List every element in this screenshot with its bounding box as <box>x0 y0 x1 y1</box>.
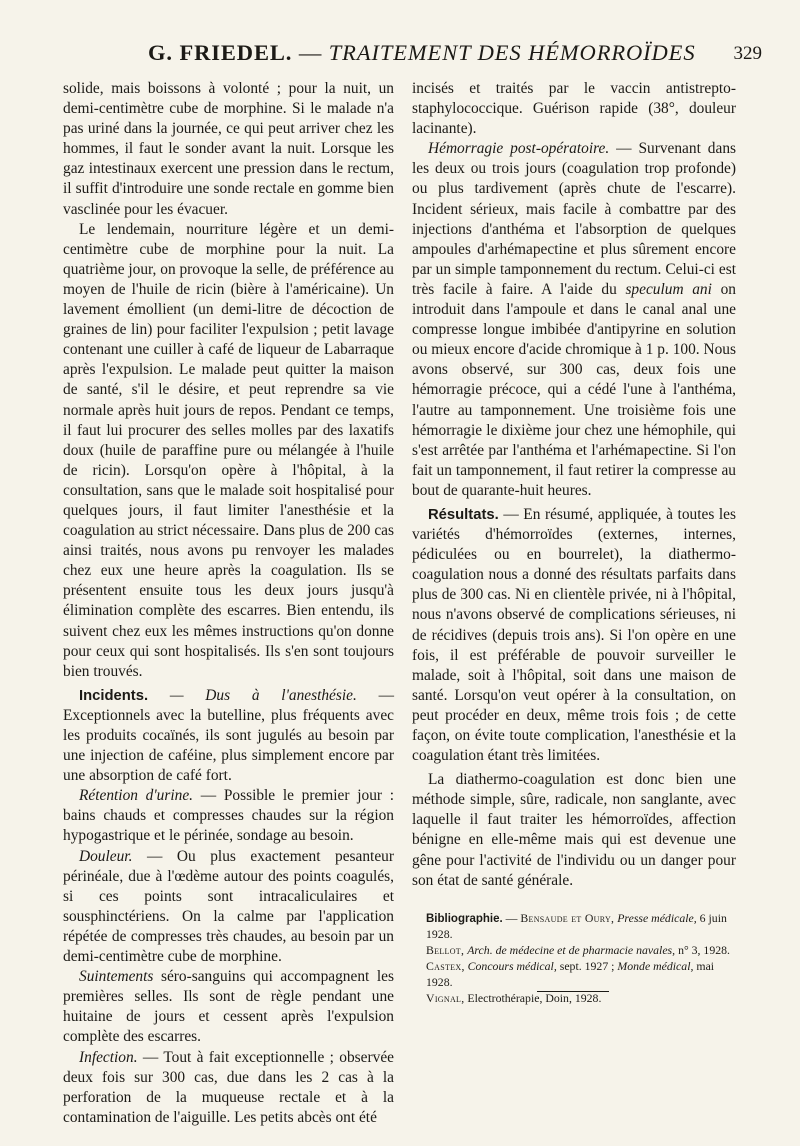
paragraph-hemorragie <box>412 139 736 501</box>
bibliography-entry <box>412 991 736 1006</box>
paragraph-infection <box>63 1048 394 1128</box>
bibliography-dash: — <box>505 910 518 925</box>
paragraph-aftercare: solide, mais boissons à volonté ; pour la nuit, un demi-centimètre cube de morphine. Si le malade n'a pas uriné dans la journée, ce qui peut arriver chez les hommes, il faut le sonder avant la nuit. Lorsque les gaz intestinaux exercent une pression dans le rectum, il suffit d'introduire une sonde rectale en gomme bien vasclinée pour les évacuer. <box>63 80 394 218</box>
paragraph-incidents <box>63 686 394 786</box>
running-header <box>62 40 762 74</box>
paragraph-next-day: Le lendemain, nourriture légère et un demi-centimètre cube de morphine pour la nuit. La quatrième jour, on provoque la selle, de préférence au moyen de l'huile de ricin (bière à l'américaine). Un lavement émollient (un demi-litre de décoction de graines de lin) pour faciliter l'expulsion ; petit lavage contenant une cuiller à café de liqueur de Labarraque après l'expulsion. Le malade peut quitter la maison de santé, s'il le désire, et peut reprendre sa vie normale après huit jours de repos. Pendant ce temps, il faut lui procurer des selles molles par des laxatifs doux (huile de paraffine pure ou mélangée à l'huile de ricin). Lorsqu'on opère à l'hôpital, à la consultation, sans que le malade soit hospitalisé pour quelques jours, il faut limiter l'anesthésie et la coagulation au strict nécessaire. Dans plus de 200 cas ainsi traités, nous avons pu renvoyer les malades chez eux une heure après la coagulation. Ils se présentent ensuite tous les deux jours jusqu'à élimination complète des escarres. Bien entendu, ils suivent chez eux les mêmes instructions qu'on donne pour ceux qui sont hospitalisés. Ils s'en sont toujours bien trouvés. <box>63 220 394 680</box>
paragraph-continued: incisés et traités par le vaccin antistrepto-staphylococcique. Guérison rapide (38°, douleur lacinante). <box>412 80 736 138</box>
suintements-text: séro-sanguins qui accompagnent les premières selles. Ils sont de règle pendant une huitaine de jours et cessent après l'expulsion complète des escarres. <box>63 968 394 1046</box>
biblio-source: Presse médicale, <box>617 910 697 925</box>
speculum-term: speculum ani <box>625 280 712 298</box>
biblio-source: Electrothérapie, Doin, 1928. <box>467 990 602 1005</box>
resultats-text: — En résumé, appliquée, à toutes les variétés d'hémorroïdes (externes, internes, pédiculées ou en bourrelet), la diathermo-coagulation nous a donné des résultats parfaits dans plus de 300 cas. Ni en clientèle privée, ni à l'hôpital, nous n'avons observé de complications sérieuses, ni de récidives (depuis trois ans). Si l'on opère en une fois, il est préférable de pouvoir surveiller le malade, soit à l'hôpital, soit dans une maison de santé. Lorsqu'on veut opérer à la consultation, on peut procéder en deux, même trois fois ; de cette façon, on évite toute complication, l'anesthésie et la coagulation étant très limitées. <box>412 505 736 765</box>
biblio-date: mai 1928. <box>426 959 715 989</box>
header-dash: — <box>298 40 323 65</box>
paragraph-douleur <box>63 847 394 968</box>
biblio-author: Bensaude et Oury, <box>520 910 615 925</box>
paragraph-retention <box>63 786 394 846</box>
left-column <box>63 79 394 1128</box>
hemorragie-text: — Survenant dans les deux ou trois jours (coagulation trop profonde) ou plus tardivement (après chute de l'escarre). Incident sérieux, mais facile à combattre par des injections d'anthéma et l'absorption de quelques ampoules d'arhémapectine et plus sûrement encore par un simple tamponnement du rectum. Celui-ci est très facile à faire. A l'aide du <box>412 140 736 298</box>
douleur-heading: Douleur. <box>79 847 133 865</box>
end-rule <box>537 991 609 992</box>
incidents-text: — Exceptionnels avec la butelline, plus fréquents avec les produits cocaïnés, ils sont jugulés au besoin par une injection de caféine, plus simplement encore par une absorption de café fort. <box>63 686 394 785</box>
douleur-text: — Ou plus exactement pesanteur périnéale, due à l'œdème autour des points coagulés, si ces points sont intracaliculaires et sousphinctériens. On la calme par l'application répétée de compresses très chaudes, au besoin par un demi-centimètre cube de morphine. <box>63 847 394 966</box>
right-column <box>412 79 736 1007</box>
infection-heading: Infection. <box>79 1048 138 1066</box>
biblio-date: n° 3, 1928. <box>678 943 730 958</box>
biblio-author: Vignal, <box>426 990 465 1005</box>
biblio-source: Arch. de médecine et de pharmacie navales, <box>467 943 676 958</box>
incidents-heading: Incidents. <box>79 687 149 704</box>
infection-text: — Tout à fait exceptionnelle ; observée deux fois sur 300 cas, due dans les 2 cas à la perforation de la muqueuse rectale et à la contamination de l'aiguille. Les petits abcès ont été <box>63 1048 394 1126</box>
bibliography-entry <box>412 943 736 958</box>
page-number: 329 <box>733 43 762 64</box>
paragraph-conclusion: La diathermo-coagulation est donc bien une méthode simple, sûre, radicale, non sanglante, avec laquelle il faut traiter les hémorroïdes, affection bénigne en elle-même mais qui est devenue une gêne pour l'activité de l'individu ou un danger pour son état de santé générale. <box>412 771 736 889</box>
incidents-subheading: — Dus à l'anesthésie. <box>169 686 357 704</box>
retention-text: — Possible le premier jour : bains chauds et compresses chaudes sur la région hypogastrique et le périnée, sondage au besoin. <box>63 787 394 845</box>
hemorragie-heading: Hémorragie post-opératoire. <box>428 140 610 158</box>
paragraph-suintements <box>63 967 394 1047</box>
biblio-date: 6 juin 1928. <box>426 910 727 941</box>
biblio-author: Bellot, <box>426 943 465 958</box>
header-title <box>148 40 695 66</box>
biblio-source: Concours médical, <box>467 959 557 974</box>
biblio-source: Monde médical, <box>617 959 694 974</box>
header-author: G. FRIEDEL. <box>148 40 293 65</box>
bibliography-entry <box>412 911 736 942</box>
retention-heading: Rétention d'urine. <box>79 787 194 805</box>
bibliography-entry <box>412 959 736 989</box>
bibliography-label: Bibliographie. <box>426 912 503 925</box>
hemorragie-text-2: on introduit dans l'ampoule et dans le canal anal une compresse longue imbibée d'antipyrine en solution ou mieux encore d'acide chromique à 1 p. 100. Nous avons observé, sur 300 cas, deux fois une hémorragie précoce, qui a cédé l'une à l'anthéma, l'autre au tamponnement. Une troisième fois une hémorragie le dixième jour chez une hémophile, qui s'est arrêtée par l'anthéma et l'arhémapectine. Si l'on fait un tamponnement, il faut retirer la compresse au bout de quarante-huit heures. <box>412 280 736 499</box>
resultats-heading: Résultats. <box>428 506 499 523</box>
suintements-heading: Suintements <box>79 968 154 986</box>
biblio-date: sept. 1927 ; <box>559 959 615 974</box>
paragraph-resultats <box>412 505 736 766</box>
header-subtitle: TRAITEMENT DES HÉMORROÏDES <box>328 40 696 65</box>
biblio-author: Castex, <box>426 959 465 974</box>
